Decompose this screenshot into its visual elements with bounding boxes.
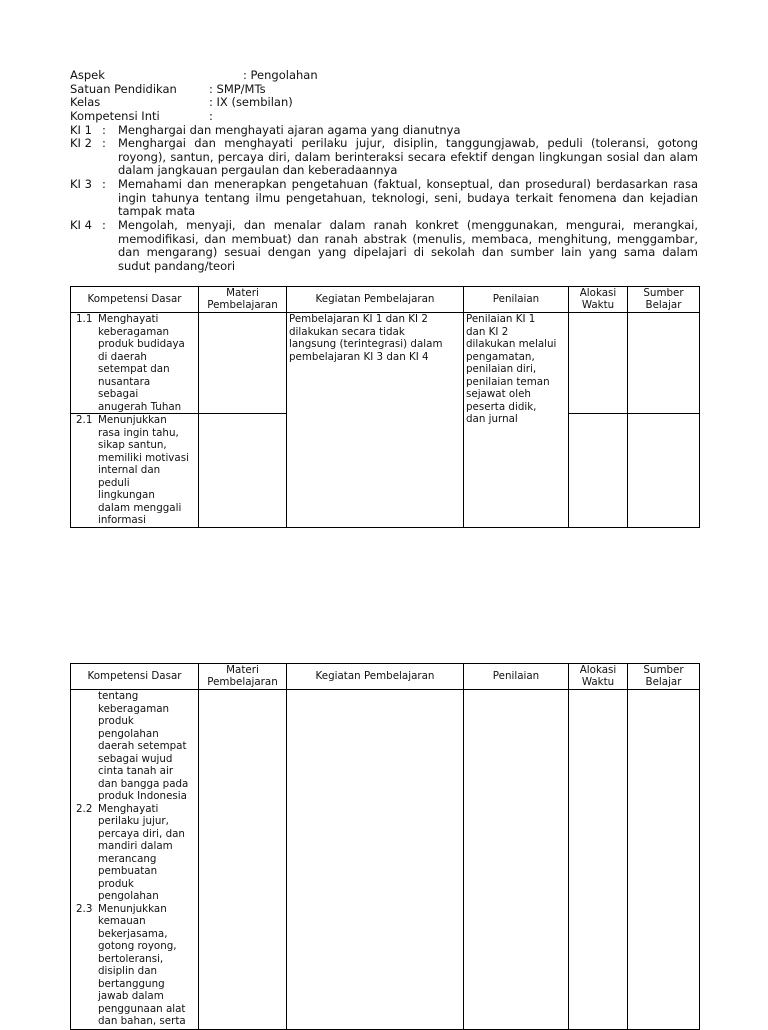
kd-text: Menunjukkan rasa ingin tahu, sikap santun, memiliki motivasi internal dan peduli lingkungan dalam menggali informasi (98, 414, 189, 526)
materi-cell (199, 313, 287, 414)
header-kegiatan: Kegiatan Pembelajaran (287, 664, 464, 690)
alokasi-cell (569, 690, 628, 1030)
table-row (71, 690, 700, 1030)
kd-continued-cell (71, 690, 199, 1030)
ki-1-label: KI 1 (70, 123, 92, 137)
sumber-cell (628, 414, 700, 528)
table-kompetensi-1 (70, 286, 700, 528)
kd-number: 2.1 (76, 414, 93, 426)
ki-3-colon: : (102, 177, 106, 191)
kegiatan-cell: Pembelajaran KI 1 dan KI 2 dilakukan secara tidak langsung (terintegrasi) dalam pembelajaran KI 3 dan KI 4 (287, 313, 464, 528)
header-alokasi: Alokasi Waktu (569, 287, 628, 313)
kompetensi-inti-value: : (209, 109, 213, 123)
kd-text: Menghayati keberagaman produk budidaya di daerah setempat dan nusantara sebagai anugerah Tuhan (98, 313, 185, 413)
aspek-value: : Pengolahan (243, 68, 318, 82)
materi-cell (199, 414, 287, 528)
ki-4-colon: : (102, 218, 106, 232)
kd-number: 1.1 (76, 313, 93, 325)
sumber-cell (628, 690, 700, 1030)
ki-line: ingin tahunya tentang ilmu pengetahuan, teknologi, seni, budaya terkait fenomena dan kejadian (118, 190, 698, 205)
header-materi: Materi Pembelajaran (199, 287, 287, 313)
table-header-row (71, 664, 700, 690)
kd-2-3 (73, 903, 196, 1028)
sumber-cell (628, 313, 700, 414)
ki-line: dan mengarang) sesuai dengan yang dipelajari di sekolah dan sumber lain yang sama dalam (118, 245, 698, 259)
header-kompetensi-dasar: Kompetensi Dasar (71, 287, 199, 313)
satuan-value: : SMP/MTs (209, 82, 266, 96)
table-header-row (71, 287, 700, 313)
ki-3-label: KI 3 (70, 177, 92, 191)
kompetensi-inti-label: Kompetensi Inti (70, 109, 160, 123)
kegiatan-cell (287, 690, 464, 1030)
table-row (71, 313, 700, 414)
kd-continued-text: tentang keberagaman produk pengolahan daerah setempat sebagai wujud cinta tanah air dan bangga pada produk Indonesia (98, 690, 189, 802)
ki-line: royong), santun, percaya diri, dalam berinteraksi secara efektif dengan lingkungan sosial dan alam (118, 149, 698, 164)
ki-4-text (118, 219, 698, 273)
ki-line: memodifikasi, dan membuat) dan ranah abstrak (menulis, membaca, menghitung, menggambar, (118, 231, 698, 246)
header-materi: Materi Pembelajaran (199, 664, 287, 690)
aspek-label: Aspek (70, 68, 105, 82)
header-alokasi: Alokasi Waktu (569, 664, 628, 690)
kd-number: 2.3 (76, 902, 93, 915)
penilaian-cell (464, 690, 569, 1030)
ki-line: Menghargai dan menghayati perilaku jujur, disiplin, tanggungjawab, peduli (toleransi, gotong (118, 136, 698, 150)
ki-line: dalam jangkauan pergaulan dan keberadaannya (118, 163, 398, 177)
header-sumber: Sumber Belajar (628, 664, 700, 690)
ki-line: Mengolah, menyaji, dan menalar dalam ranah konkret (menggunakan, mengurai, merangkai, (118, 218, 698, 232)
ki-line: Memahami dan menerapkan pengetahuan (faktual, konseptual, dan prosedural) berdasarkan rasa (118, 177, 698, 191)
satuan-label: Satuan Pendidikan (70, 82, 177, 96)
kd-text: Menunjukkan kemauan bekerjasama, gotong royong, bertoleransi, disiplin dan bertanggung jawab dalam penggunaan alat dan bahan, serta (98, 902, 186, 1027)
ki-line: sudut pandang/teori (118, 258, 236, 273)
ki-4-label: KI 4 (70, 218, 92, 232)
header-kompetensi-dasar: Kompetensi Dasar (71, 664, 199, 690)
kd-1-1-cell (71, 313, 199, 414)
kd-2-2 (73, 803, 196, 903)
ki-2-label: KI 2 (70, 136, 92, 150)
alokasi-cell (569, 313, 628, 414)
kd-2-1-cell (71, 414, 199, 528)
kelas-value: : IX (sembilan) (209, 95, 293, 109)
kelas-label: Kelas (70, 95, 101, 109)
kd-text: Menghayati perilaku jujur, percaya diri, dan mandiri dalam merancang pembuatan produk pengolahan (98, 802, 185, 902)
header-penilaian: Penilaian (464, 664, 569, 690)
kd-number: 2.2 (76, 802, 93, 815)
alokasi-cell (569, 414, 628, 528)
ki-2-text (118, 137, 698, 178)
header-kegiatan: Kegiatan Pembelajaran (287, 287, 464, 313)
ki-2-colon: : (102, 136, 106, 150)
table-kompetensi-2 (70, 663, 700, 1030)
header-sumber: Sumber Belajar (628, 287, 700, 313)
ki-line: tampak mata (118, 204, 196, 218)
ki-3-text (118, 178, 698, 219)
ki-line: Menghargai dan menghayati ajaran agama yang dianutnya (118, 123, 461, 137)
penilaian-cell: Penilaian KI 1 dan KI 2 dilakukan melalui pengamatan, penilaian diri, penilaian teman sejawat oleh peserta didik, dan jurnal (464, 313, 569, 528)
header-penilaian: Penilaian (464, 287, 569, 313)
materi-cell (199, 690, 287, 1030)
ki-1-colon: : (102, 123, 106, 137)
